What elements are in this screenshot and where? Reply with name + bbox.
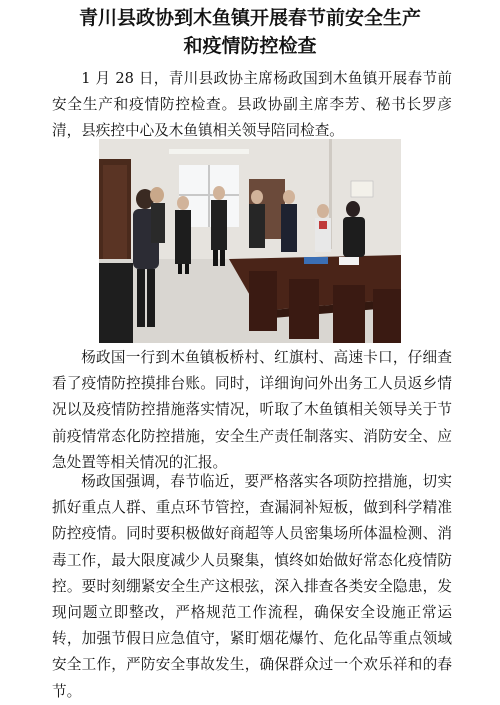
article-paragraph-3: 杨政国强调，春节临近，要严格落实各项防控措施，切实抓好重点人群、重点环节管控，查漏洞补短板，做到科学精准防控疫情。同时要积极做好商超等人员密集场所体温检测、消毒工作，最大限度减少人员聚集，慎终如始做好常态化疫情防控。要时刻绷紧安全生产这根弦，深入排查各类安全隐患，发现问题立即整改，严格规范工作流程，确保安全设施正常运转，加强节假日应急值守，紧盯烟花爆竹、危化品等重点领域安全工作，严防安全事故发生，确保群众过一个欢乐祥和的春节。: [52, 473, 452, 700]
article-paragraph-1: 1 月 28 日，青川县政协主席杨政国到木鱼镇开展春节前安全生产和疫情防控检查。县政协副主席李芳、秘书长罗彦清，县疾控中心及木鱼镇相关领导陪同检查。: [52, 70, 452, 140]
article-title: [0, 4, 500, 60]
inspection-photo-illustration: [99, 139, 401, 343]
article-title-line-2: 和疫情防控检查: [183, 35, 317, 57]
article-title-line-1: 青川县政协到木鱼镇开展春节前安全生产: [78, 7, 421, 29]
article-paragraph-2: 杨政国一行到木鱼镇板桥村、红旗村、高速卡口，仔细查看了疫情防控摸排台账。同时，详细询问外出务工人员返乡情况以及疫情防控措施落实情况，听取了木鱼镇相关领导关于节前疫情常态化防控措施，安全生产责任制落实、消防安全、应急处置等相关情况的汇报。: [52, 349, 452, 471]
inspection-photo: [99, 139, 401, 343]
